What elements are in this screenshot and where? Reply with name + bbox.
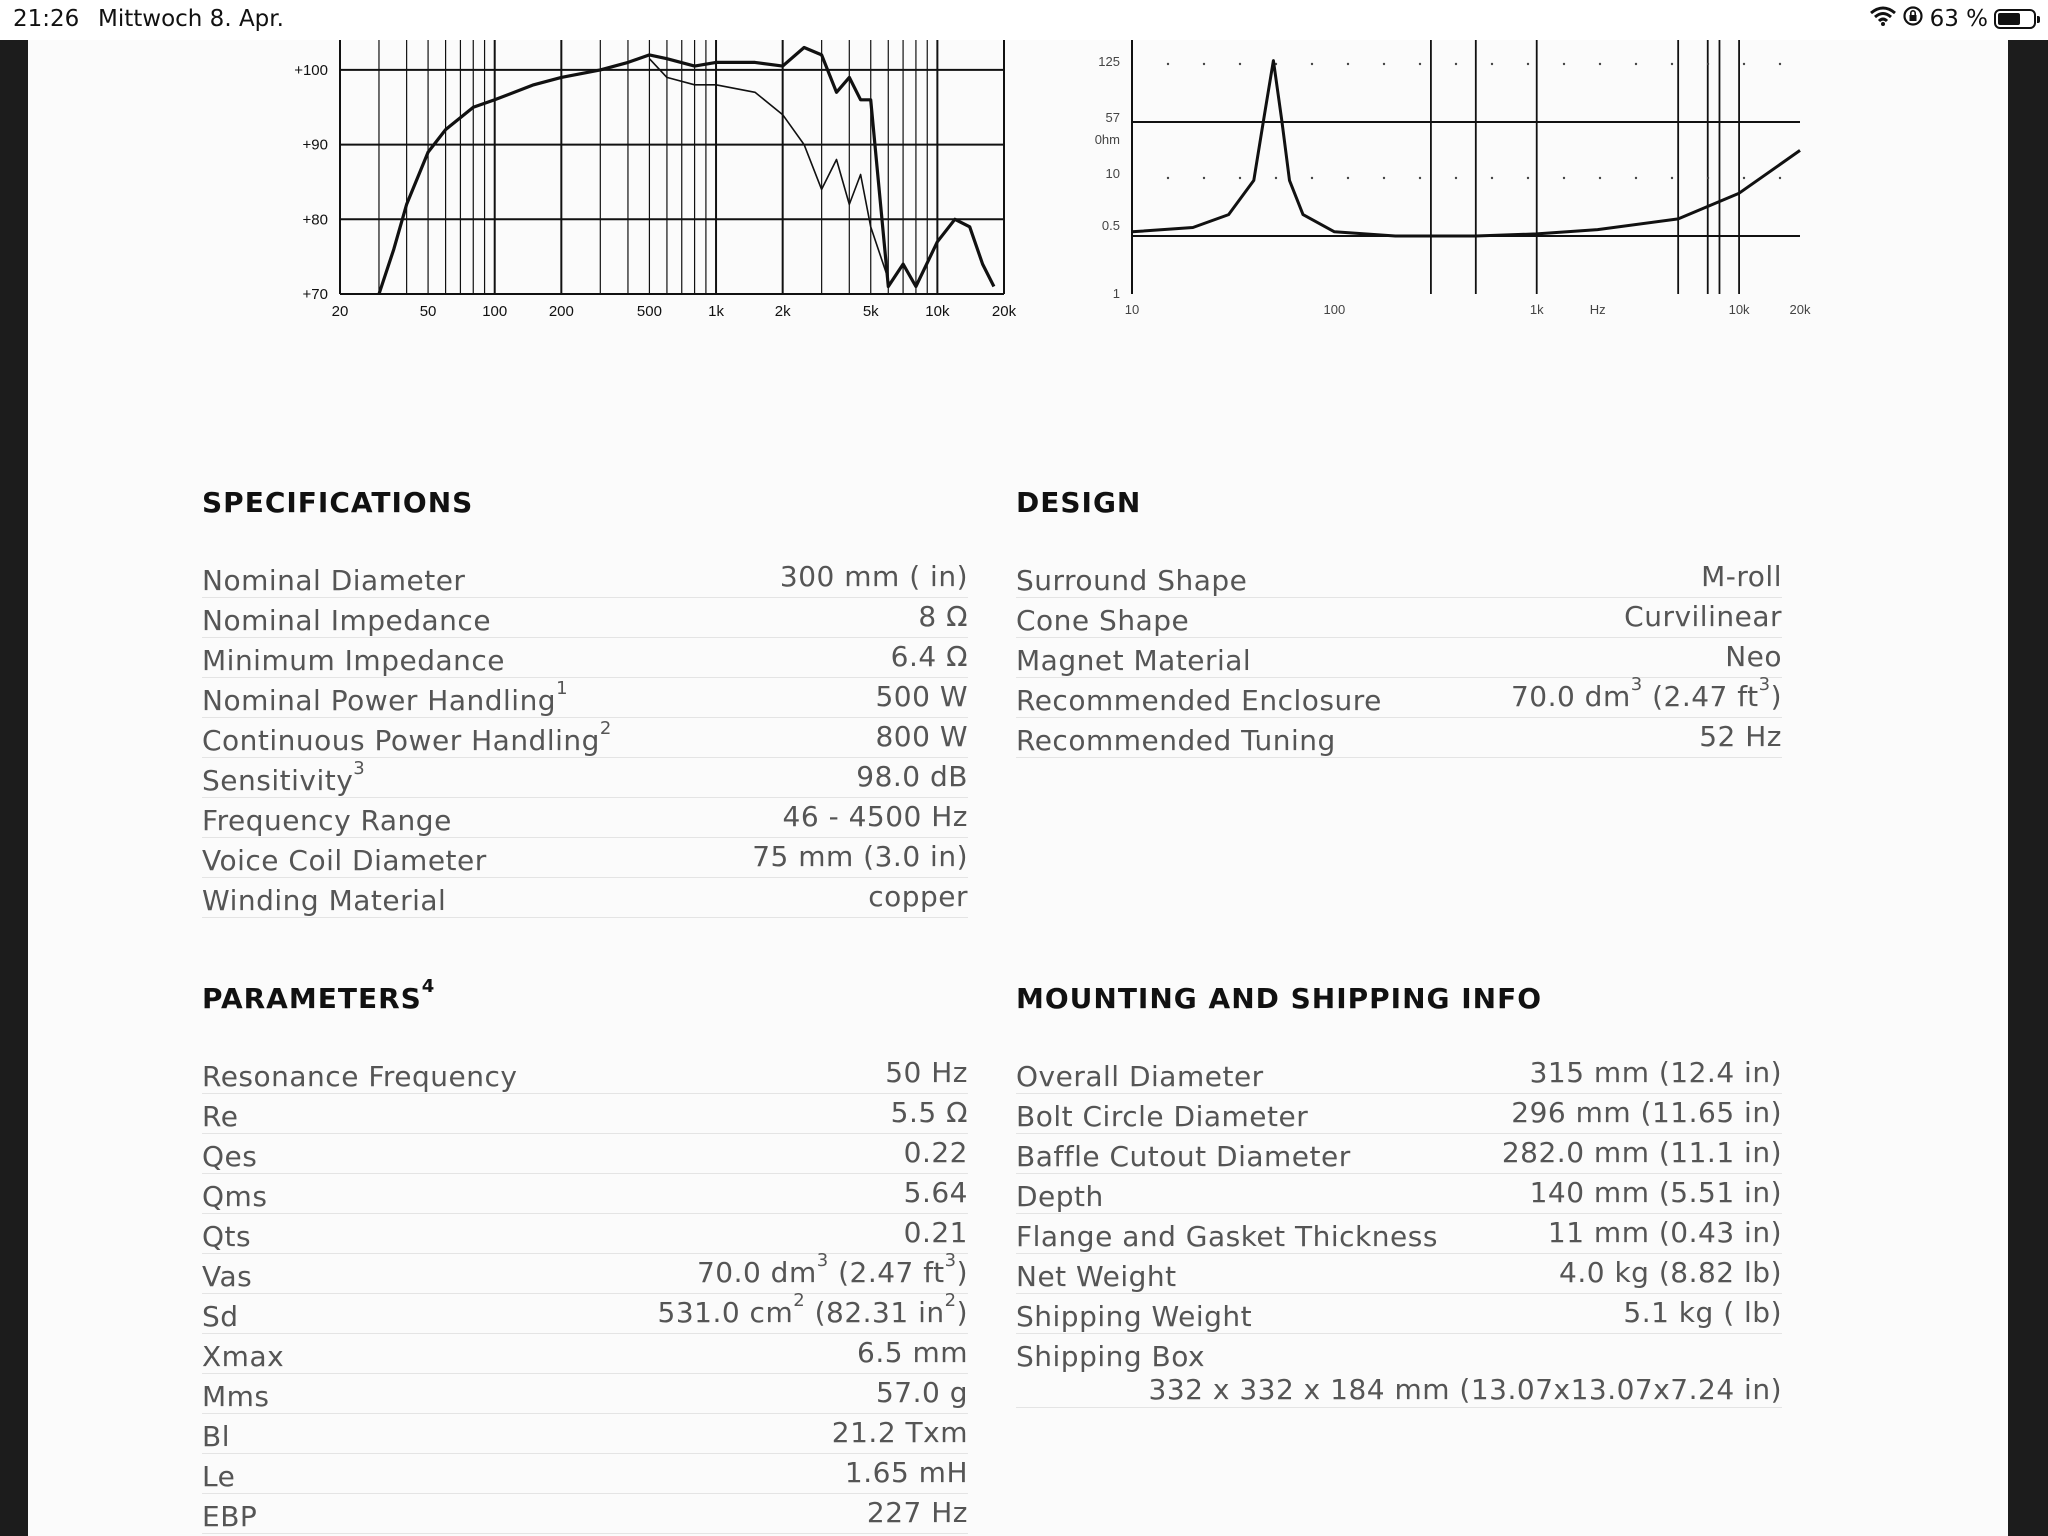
row-label-text: Winding Material bbox=[202, 884, 447, 917]
row-label-text: Re bbox=[202, 1100, 239, 1133]
row-label bbox=[202, 1420, 230, 1453]
row-value: 0.21 bbox=[903, 1216, 968, 1249]
row-label bbox=[202, 678, 569, 717]
row-label-text: Le bbox=[202, 1460, 236, 1493]
row-label-text: Minimum Impedance bbox=[202, 644, 505, 677]
grid-dot bbox=[1635, 177, 1637, 179]
table-row bbox=[1016, 1054, 1782, 1094]
table-row bbox=[202, 878, 968, 918]
x-tick-label: 1k bbox=[708, 303, 724, 320]
row-label-text: Recommended Enclosure bbox=[1016, 684, 1382, 717]
row-label bbox=[1016, 1300, 1252, 1333]
row-label-text: Frequency Range bbox=[202, 804, 452, 837]
row-label bbox=[202, 1260, 252, 1293]
grid-dot bbox=[1347, 177, 1349, 179]
row-value: 8 Ω bbox=[918, 600, 968, 633]
row-value: 800 W bbox=[875, 720, 968, 753]
row-label-text: Flange and Gasket Thickness bbox=[1016, 1220, 1438, 1253]
grid-dot bbox=[1707, 63, 1709, 65]
grid-dot bbox=[1167, 177, 1169, 179]
x-tick-label: 10k bbox=[925, 303, 950, 320]
document-page[interactable] bbox=[28, 40, 2008, 1536]
row-value: 500 W bbox=[875, 680, 968, 713]
y-tick-label: 0hm bbox=[1094, 132, 1120, 147]
table-row bbox=[202, 558, 968, 598]
row-label bbox=[1016, 564, 1247, 597]
row-label bbox=[202, 1220, 251, 1253]
series-line-2 bbox=[649, 59, 888, 279]
design-title: DESIGN bbox=[1016, 486, 1142, 519]
impedance-svg bbox=[1048, 40, 1828, 330]
design-table bbox=[1016, 558, 1782, 758]
row-value-part: (2.47 ft bbox=[828, 1256, 945, 1289]
grid-dot bbox=[1239, 177, 1241, 179]
row-label bbox=[1016, 1220, 1438, 1253]
table-row bbox=[202, 1334, 968, 1374]
frequency-response-chart bbox=[258, 40, 1038, 330]
row-label bbox=[1016, 1140, 1351, 1173]
row-value-part: ) bbox=[956, 1256, 968, 1289]
x-tick-label: 100 bbox=[482, 303, 508, 320]
grid-dot bbox=[1455, 63, 1457, 65]
grid-dot bbox=[1491, 177, 1493, 179]
row-label-text: Depth bbox=[1016, 1180, 1104, 1213]
table-row bbox=[202, 678, 968, 718]
table-row bbox=[1016, 1254, 1782, 1294]
row-label bbox=[202, 1140, 257, 1173]
row-label-text: Voice Coil Diameter bbox=[202, 844, 487, 877]
row-label bbox=[1016, 1100, 1308, 1133]
table-row bbox=[202, 1494, 968, 1534]
row-label-text: Net Weight bbox=[1016, 1260, 1177, 1293]
row-value: 6.5 mm bbox=[857, 1336, 968, 1369]
series-line-1 bbox=[379, 48, 994, 295]
parameters-title-footnote: 4 bbox=[421, 976, 436, 997]
row-value: 57.0 g bbox=[875, 1376, 968, 1409]
row-label-text: Recommended Tuning bbox=[1016, 724, 1336, 757]
grid-dot bbox=[1707, 177, 1709, 179]
row-label bbox=[1016, 1060, 1264, 1093]
x-tick-label: 10 bbox=[1124, 302, 1140, 317]
row-value: 5.5 Ω bbox=[890, 1096, 968, 1129]
row-label-text: Cone Shape bbox=[1016, 604, 1190, 637]
impedance-chart bbox=[1048, 40, 1828, 330]
grid-dot bbox=[1203, 177, 1205, 179]
unit-exponent: 3 bbox=[1630, 674, 1643, 695]
row-value: 0.22 bbox=[903, 1136, 968, 1169]
row-label-text: Mms bbox=[202, 1380, 270, 1413]
row-label bbox=[202, 884, 446, 917]
table-row bbox=[1016, 1174, 1782, 1214]
status-right bbox=[1870, 5, 2036, 33]
row-label bbox=[1016, 604, 1189, 637]
y-tick-label: +70 bbox=[302, 286, 328, 303]
row-value-part: 70.0 dm bbox=[1510, 680, 1631, 713]
unit-exponent: 3 bbox=[1758, 674, 1771, 695]
table-row bbox=[202, 838, 968, 878]
row-label bbox=[202, 1460, 235, 1493]
parameters-table bbox=[202, 1054, 968, 1534]
table-row bbox=[202, 638, 968, 678]
grid-dot bbox=[1203, 63, 1205, 65]
row-label bbox=[202, 1380, 270, 1413]
row-value: 46 - 4500 Hz bbox=[782, 800, 968, 833]
grid-dot bbox=[1779, 177, 1781, 179]
impedance-curve bbox=[1132, 61, 1800, 236]
row-value: 5.1 kg ( lb) bbox=[1623, 1296, 1782, 1329]
table-row bbox=[1016, 1334, 1782, 1408]
grid-dot bbox=[1743, 177, 1745, 179]
frequency-response-svg bbox=[258, 40, 1038, 330]
row-value-part: (2.47 ft bbox=[1642, 680, 1759, 713]
table-row bbox=[202, 1290, 968, 1334]
y-tick-label: +80 bbox=[302, 211, 328, 229]
orientation-lock-icon bbox=[1902, 5, 1924, 33]
grid-dot bbox=[1563, 177, 1565, 179]
x-tick-label: 20k bbox=[1789, 302, 1811, 317]
row-label-text: Nominal Diameter bbox=[202, 564, 466, 597]
row-label-text: Nominal Impedance bbox=[202, 604, 492, 637]
x-tick-label: 100 bbox=[1323, 302, 1346, 317]
grid-dot bbox=[1419, 63, 1421, 65]
grid-dot bbox=[1383, 63, 1385, 65]
footnote-marker: 2 bbox=[599, 718, 612, 739]
grid-dot bbox=[1563, 63, 1565, 65]
row-value: Curvilinear bbox=[1624, 600, 1782, 633]
table-row bbox=[1016, 638, 1782, 678]
row-value: 11 mm (0.43 in) bbox=[1547, 1216, 1782, 1249]
footnote-marker: 3 bbox=[353, 758, 366, 779]
grid-dot bbox=[1599, 177, 1601, 179]
row-value: copper bbox=[868, 880, 968, 913]
unit-exponent: 2 bbox=[944, 1290, 957, 1311]
grid-dot bbox=[1527, 63, 1529, 65]
status-bar bbox=[0, 0, 2048, 40]
row-value-part: 70.0 dm bbox=[696, 1256, 817, 1289]
row-label bbox=[1016, 1334, 1782, 1373]
row-label-text: Bl bbox=[202, 1420, 230, 1453]
table-row bbox=[202, 1454, 968, 1494]
row-value-part: ) bbox=[1770, 680, 1782, 713]
row-value-part: 531.0 cm bbox=[657, 1296, 794, 1329]
row-label bbox=[202, 564, 465, 597]
row-label-text: Qts bbox=[202, 1220, 252, 1253]
table-row bbox=[202, 1250, 968, 1294]
row-label-text: Sd bbox=[202, 1300, 239, 1333]
specifications-section bbox=[202, 486, 968, 918]
row-label-text: Qes bbox=[202, 1140, 258, 1173]
row-label bbox=[202, 644, 505, 677]
table-row bbox=[202, 758, 968, 798]
row-value: 227 Hz bbox=[866, 1496, 968, 1529]
footnote-marker: 1 bbox=[556, 678, 569, 699]
y-tick-label: 1 bbox=[1112, 286, 1120, 301]
grid-dot bbox=[1275, 177, 1277, 179]
row-value: Neo bbox=[1725, 640, 1782, 673]
wifi-icon bbox=[1870, 6, 1896, 32]
row-label bbox=[202, 1100, 238, 1133]
table-row bbox=[202, 718, 968, 758]
row-label-text: Vas bbox=[202, 1260, 253, 1293]
x-tick-label: 5k bbox=[862, 303, 879, 320]
row-label-text: Magnet Material bbox=[1016, 644, 1252, 677]
row-label bbox=[202, 604, 491, 637]
table-row bbox=[202, 1214, 968, 1254]
row-label bbox=[202, 1340, 284, 1373]
row-value: 4.0 kg (8.82 lb) bbox=[1559, 1256, 1782, 1289]
grid-dot bbox=[1671, 63, 1673, 65]
row-value bbox=[1510, 674, 1782, 717]
specifications-title: SPECIFICATIONS bbox=[202, 486, 474, 519]
row-label-text: Surround Shape bbox=[1016, 564, 1248, 597]
row-value: 296 mm (11.65 in) bbox=[1511, 1096, 1782, 1129]
grid-dot bbox=[1167, 63, 1169, 65]
table-row bbox=[202, 1134, 968, 1174]
table-row bbox=[202, 798, 968, 838]
x-tick-label: 10k bbox=[1728, 302, 1750, 317]
grid-dot bbox=[1743, 63, 1745, 65]
x-tick-label: 2k bbox=[774, 303, 791, 320]
row-label-text: Resonance Frequency bbox=[202, 1060, 518, 1093]
status-time: 21:26 bbox=[13, 6, 80, 32]
row-label bbox=[1016, 684, 1382, 717]
y-tick-label: +100 bbox=[294, 61, 328, 79]
row-label-text: Baffle Cutout Diameter bbox=[1016, 1140, 1351, 1173]
row-value: 75 mm (3.0 in) bbox=[752, 840, 968, 873]
mounting-section bbox=[1016, 982, 1782, 1408]
row-value: 332 x 332 x 184 mm (13.07x13.07x7.24 in) bbox=[1148, 1373, 1782, 1406]
table-row bbox=[202, 1414, 968, 1454]
row-label bbox=[202, 1060, 517, 1093]
table-row bbox=[1016, 1094, 1782, 1134]
grid-dot bbox=[1527, 177, 1529, 179]
y-tick-label: 0.5 bbox=[1101, 218, 1120, 233]
x-tick-label: 20k bbox=[991, 303, 1017, 320]
grid-dot bbox=[1455, 177, 1457, 179]
row-value: 50 Hz bbox=[885, 1056, 968, 1089]
row-label-text: EBP bbox=[202, 1500, 258, 1533]
grid-dot bbox=[1491, 63, 1493, 65]
battery-percent: 63 % bbox=[1929, 6, 1988, 32]
table-row bbox=[1016, 1294, 1782, 1334]
table-row bbox=[1016, 674, 1782, 718]
row-label-text: Bolt Circle Diameter bbox=[1016, 1100, 1309, 1133]
row-label bbox=[202, 1500, 257, 1533]
row-label bbox=[202, 1180, 267, 1213]
row-value: 315 mm (12.4 in) bbox=[1529, 1056, 1782, 1089]
grid-dot bbox=[1311, 63, 1313, 65]
table-row bbox=[1016, 598, 1782, 638]
row-value-part: ) bbox=[956, 1296, 968, 1329]
parameters-title-text: PARAMETERS bbox=[202, 982, 422, 1015]
table-row bbox=[202, 598, 968, 638]
table-row bbox=[1016, 718, 1782, 758]
grid-dot bbox=[1635, 63, 1637, 65]
grid-dot bbox=[1311, 177, 1313, 179]
row-label bbox=[202, 804, 452, 837]
unit-exponent: 2 bbox=[793, 1290, 806, 1311]
table-row bbox=[202, 1174, 968, 1214]
x-tick-label: 1k bbox=[1529, 302, 1544, 317]
status-date: Mittwoch 8. Apr. bbox=[98, 6, 284, 32]
y-tick-label: +90 bbox=[302, 136, 328, 154]
table-row bbox=[202, 1374, 968, 1414]
parameters-title bbox=[202, 976, 968, 1016]
row-value bbox=[696, 1250, 968, 1293]
x-tick-label: 200 bbox=[548, 303, 574, 320]
battery-icon bbox=[1994, 9, 2036, 29]
row-label-text: Shipping Weight bbox=[1016, 1300, 1253, 1333]
design-section bbox=[1016, 486, 1782, 758]
row-label-text: Xmax bbox=[202, 1340, 285, 1373]
table-row bbox=[1016, 558, 1782, 598]
row-label-text: Continuous Power Handling bbox=[202, 724, 600, 757]
grid-dot bbox=[1671, 177, 1673, 179]
table-row bbox=[202, 1094, 968, 1134]
row-value: 282.0 mm (11.1 in) bbox=[1501, 1136, 1782, 1169]
table-row bbox=[1016, 1214, 1782, 1254]
row-value: M-roll bbox=[1701, 560, 1782, 593]
grid-dot bbox=[1347, 63, 1349, 65]
row-label bbox=[1016, 1260, 1177, 1293]
grid-dot bbox=[1383, 177, 1385, 179]
grid-dot bbox=[1419, 177, 1421, 179]
row-value: 21.2 Txm bbox=[831, 1416, 968, 1449]
row-label-text: Shipping Box bbox=[1016, 1340, 1206, 1373]
grid-dot bbox=[1599, 63, 1601, 65]
mounting-title: MOUNTING AND SHIPPING INFO bbox=[1016, 982, 1543, 1015]
specifications-table bbox=[202, 558, 968, 918]
row-label bbox=[1016, 724, 1336, 757]
row-value-part: (82.31 in bbox=[805, 1296, 945, 1329]
row-label bbox=[202, 844, 487, 877]
row-label-text: Qms bbox=[202, 1180, 268, 1213]
parameters-section bbox=[202, 976, 968, 1534]
x-tick-label: 500 bbox=[636, 303, 662, 320]
mounting-table bbox=[1016, 1054, 1782, 1408]
row-label bbox=[202, 758, 366, 797]
x-tick-label: 50 bbox=[419, 303, 437, 320]
y-tick-label: 57 bbox=[1105, 110, 1120, 125]
table-row bbox=[1016, 1134, 1782, 1174]
row-label bbox=[202, 1300, 239, 1333]
y-tick-label: 10 bbox=[1105, 166, 1120, 181]
row-label-text: Overall Diameter bbox=[1016, 1060, 1264, 1093]
grid-dot bbox=[1239, 63, 1241, 65]
grid-dot bbox=[1779, 63, 1781, 65]
row-label-text: Sensitivity bbox=[202, 764, 354, 797]
row-value: 300 mm ( in) bbox=[779, 560, 968, 593]
row-value: 140 mm (5.51 in) bbox=[1529, 1176, 1782, 1209]
x-tick-label: 20 bbox=[331, 303, 349, 320]
row-label bbox=[1016, 644, 1251, 677]
row-label bbox=[1016, 1180, 1104, 1213]
row-label bbox=[202, 718, 612, 757]
row-value: 5.64 bbox=[903, 1176, 968, 1209]
row-label-text: Nominal Power Handling bbox=[202, 684, 557, 717]
row-value: 98.0 dB bbox=[856, 760, 968, 793]
row-value: 6.4 Ω bbox=[890, 640, 968, 673]
unit-exponent: 3 bbox=[816, 1250, 829, 1271]
table-row bbox=[202, 1054, 968, 1094]
row-value: 52 Hz bbox=[1699, 720, 1782, 753]
x-tick-label: Hz bbox=[1589, 302, 1606, 317]
unit-exponent: 3 bbox=[944, 1250, 957, 1271]
y-tick-label: 125 bbox=[1098, 54, 1120, 69]
row-value: 1.65 mH bbox=[844, 1456, 968, 1489]
row-value bbox=[657, 1290, 969, 1333]
